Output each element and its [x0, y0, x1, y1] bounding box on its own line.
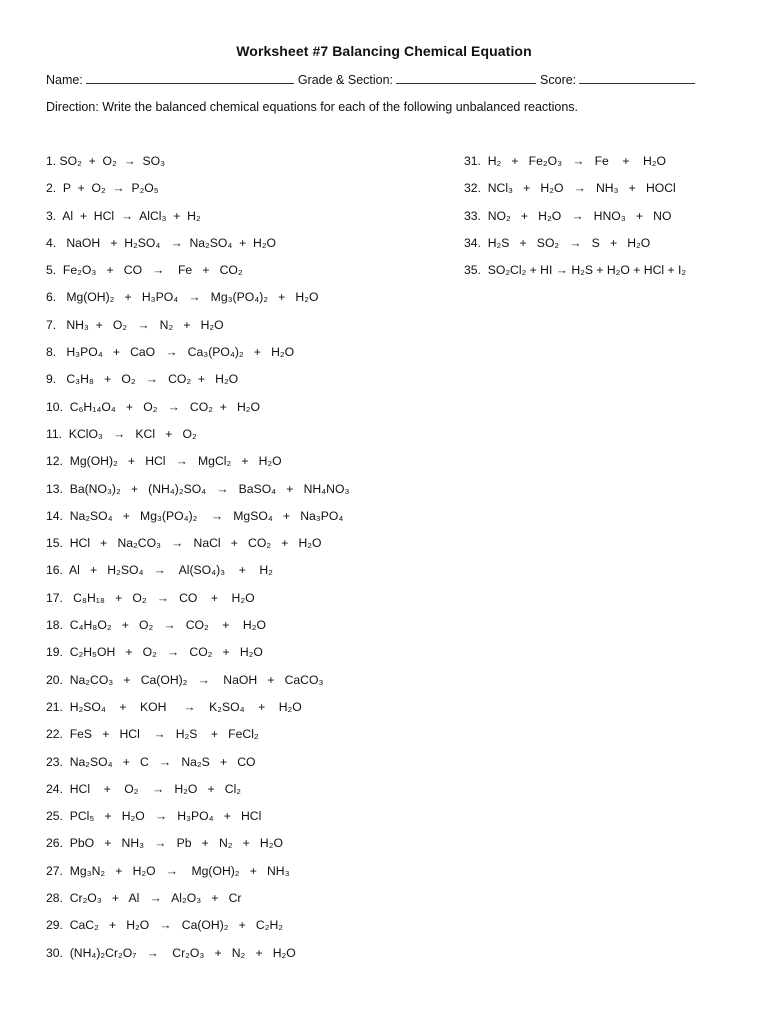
equation-item: 23. Na₂SO₄ + C → Na₂S + CO: [46, 754, 256, 769]
equation-item: 21. H₂SO₄ + KOH → K₂SO₄ + H₂O: [46, 699, 302, 714]
score-blank: [579, 72, 695, 84]
equation-item: 19. C₂H₅OH + O₂ → CO₂ + H₂O: [46, 645, 263, 660]
equation-item: 5. Fe₂O₃ + CO → Fe + CO₂: [46, 263, 243, 278]
direction-text: Direction: Write the balanced chemical equations for each of the following unbalanced reactions.: [46, 100, 579, 114]
worksheet-title: Worksheet #7 Balancing Chemical Equation: [236, 43, 532, 59]
grade-section-blank: [396, 72, 536, 84]
equation-item: 15. HCl + Na₂CO₃ → NaCl + CO₂ + H₂O: [46, 536, 322, 551]
equation-item: 35. SO₂Cl₂ + HI → H₂S + H₂O + HCl + I₂: [464, 263, 687, 278]
equation-item: 27. Mg₃N₂ + H₂O → Mg(OH)₂ + NH₃: [46, 863, 290, 878]
equation-item: 8. H₃PO₄ + CaO → Ca₃(PO₄)₂ + H₂O: [46, 345, 295, 360]
equation-item: 26. PbO + NH₃ → Pb + N₂ + H₂O: [46, 836, 283, 851]
equation-item: 24. HCl + O₂ → H₂O + Cl₂: [46, 781, 242, 796]
equation-item: 11. KClO₃ → KCl + O₂: [46, 426, 197, 441]
equation-item: 12. Mg(OH)₂ + HCl → MgCl₂ + H₂O: [46, 454, 282, 469]
equation-item: 18. C₄H₈O₂ + O₂ → CO₂ + H₂O: [46, 618, 266, 633]
equation-list-left: [46, 148, 349, 967]
equation-item: 10. C₆H₁₄O₄ + O₂ → CO₂ + H₂O: [46, 399, 260, 414]
equation-item: 3. Al + HCl → AlCl₃ + H₂: [46, 208, 201, 223]
score-label: Score:: [540, 73, 577, 87]
equation-item: 25. PCl₅ + H₂O → H₃PO₄ + HCl: [46, 809, 262, 824]
equation-item: 17. C₈H₁₈ + O₂ → CO + H₂O: [46, 590, 255, 605]
equation-item: 13. Ba(NO₃)₂ + (NH₄)₂SO₄ → BaSO₄ + NH₄NO₃: [46, 481, 350, 496]
equation-item: 4. NaOH + H₂SO₄ → Na₂SO₄ + H₂O: [46, 235, 277, 250]
equation-item: 14. Na₂SO₄ + Mg₃(PO₄)₂ → MgSO₄ + Na₃PO₄: [46, 508, 344, 523]
equation-item: 6. Mg(OH)₂ + H₃PO₄ → Mg₃(PO₄)₂ + H₂O: [46, 290, 319, 305]
equation-item: 7. NH₃ + O₂ → N₂ + H₂O: [46, 317, 224, 332]
name-blank: [86, 72, 294, 84]
equation-item: 31. H₂ + Fe₂O₃ → Fe + H₂O: [464, 154, 667, 168]
grade-section-label: Grade & Section:: [297, 73, 394, 87]
equation-item: 16. Al + H₂SO₄ → Al(SO₄)₃ + H₂: [46, 563, 273, 578]
equation-item: 9. C₃H₈ + O₂ → CO₂ + H₂O: [46, 372, 239, 387]
equation-item: 2. P + O₂ → P₂O₅: [46, 181, 159, 196]
equation-item: 29. CaC₂ + H₂O → Ca(OH)₂ + C₂H₂: [46, 918, 283, 933]
name-label: Name:: [46, 73, 83, 87]
equation-item: 32. NCl₃ + H₂O → NH₃ + HOCl: [464, 181, 676, 196]
equation-item: 28. Cr₂O₃ + Al → Al₂O₃ + Cr: [46, 891, 242, 906]
equation-item: 20. Na₂CO₃ + Ca(OH)₂ → NaOH + CaCO₃: [46, 672, 324, 687]
equation-item: 34. H₂S + SO₂ → S + H₂O: [464, 235, 651, 250]
equation-item: 33. NO₂ + H₂O → HNO₃ + NO: [464, 208, 672, 223]
equation-item: 22. FeS + HCl → H₂S + FeCl₂: [46, 727, 259, 742]
equation-item: 30. (NH₄)₂Cr₂O₇ → Cr₂O₃ + N₂ + H₂O: [46, 945, 296, 960]
student-info-line: [46, 72, 726, 87]
equation-list-right: [464, 148, 686, 284]
equation-item: 1. SO₂ + O₂ → SO₃: [46, 154, 166, 168]
